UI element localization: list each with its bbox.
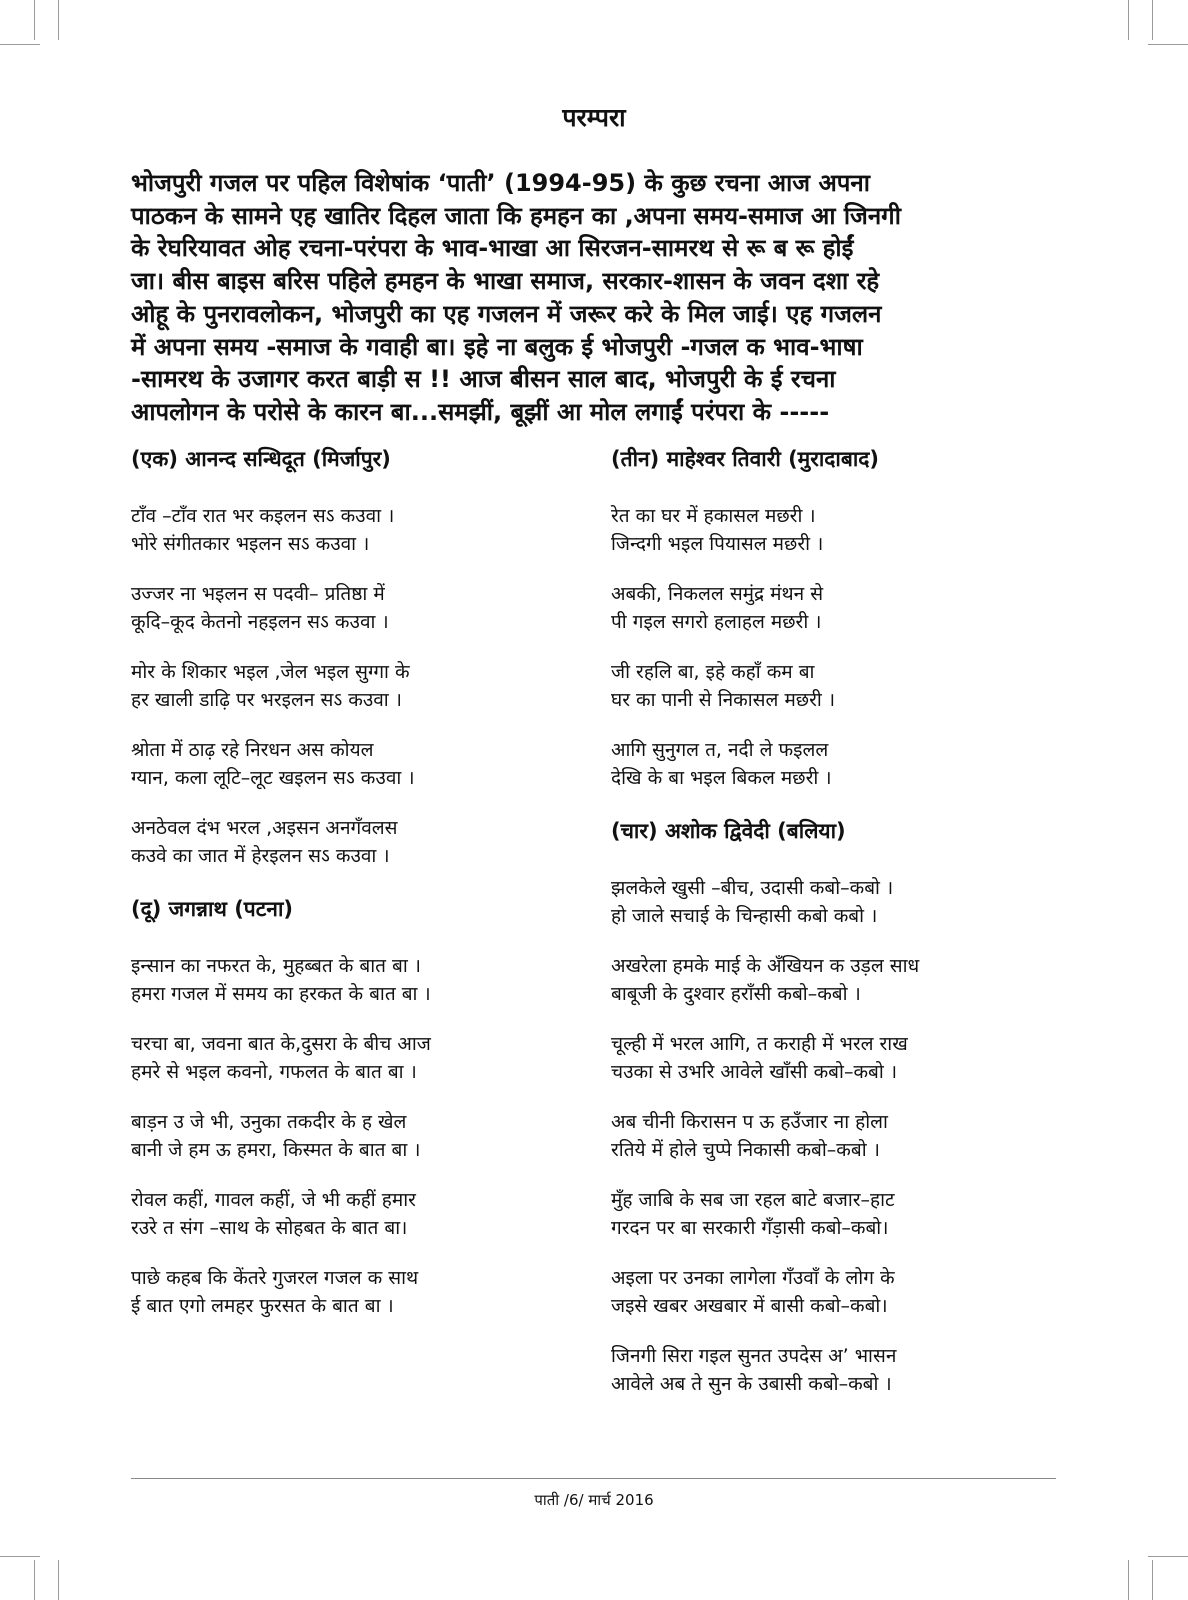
verse-line: जी रहलि बा, इहे कहाँ कम बा xyxy=(611,661,815,683)
stanza xyxy=(611,658,1051,714)
verse-line: भोरे संगीतकार भइलन सऽ कउवा । xyxy=(131,533,370,555)
verse-line: देखि के बा भइल बिकल मछरी । xyxy=(611,767,832,789)
footer-divider xyxy=(131,1478,1056,1479)
verse-line: अबकी, निकलल समुंद्र मंथन से xyxy=(611,583,824,605)
verse-line: पाछे कहब कि केंतरे गुजरल गजल क साथ xyxy=(131,1267,419,1289)
stanza xyxy=(611,502,1051,558)
stanza xyxy=(611,1108,1051,1164)
verse-line: जिनगी सिरा गइल सुनत उपदेस अ’ भासन xyxy=(611,1345,897,1367)
section-heading-4: (चार) अशोक द्विवेदी (बलिया) xyxy=(611,819,846,843)
stanza xyxy=(611,1030,1051,1086)
crop-mark xyxy=(58,0,59,40)
intro-line: जा। बीस बाइस बरिस पहिले हमहन के भाखा समाज, सरकार-शासन के जवन दशा रहे xyxy=(131,267,880,296)
crop-mark xyxy=(34,0,35,40)
intro-line: में अपना समय -समाज के गवाही बा। इहे ना बलुक ई भोजपुरी -गजल क भाव-भाषा xyxy=(131,332,863,361)
stanza xyxy=(611,874,1051,930)
verse-line: कउवे का जात में हेरइलन सऽ कउवा । xyxy=(131,845,390,867)
stanza xyxy=(131,814,571,870)
verse-line: अइला पर उनका लागेला गँउवाँ के लोग के xyxy=(611,1267,895,1289)
stanza xyxy=(131,1030,571,1086)
stanza xyxy=(611,952,1051,1008)
verse-line: हो जाले सचाई के चिन्हासी कबो कबो । xyxy=(611,905,878,927)
stanza xyxy=(611,1342,1051,1398)
crop-mark xyxy=(1148,44,1188,45)
verse-line: रउरे त संग –साथ के सोहबत के बात बा। xyxy=(131,1217,408,1239)
verse-line: गरदन पर बा सरकारी गँड़ासी कबो–कबो। xyxy=(611,1217,889,1239)
intro-line: ओहू के पुनरावलोकन, भोजपुरी का एह गजलन में जरूर करे के मिल जाई। एह गजलन xyxy=(131,299,882,328)
intro-paragraph xyxy=(131,167,1051,429)
verse-line: रेत का घर में हकासल मछरी । xyxy=(611,505,816,527)
verse-line: अनठेवल दंभ भरल ,अइसन अनगँवलस xyxy=(131,817,398,839)
verse-line: ग्यान, कला लूटि–लूट खइलन सऽ कउवा । xyxy=(131,767,415,789)
verse-line: चूल्ही में भरल आगि, त कराही में भरल राख xyxy=(611,1033,908,1055)
crop-mark xyxy=(1128,1560,1129,1600)
verse-line: बाबूजी के दुश्वार हराँसी कबो–कबो । xyxy=(611,983,861,1005)
section-heading-3: (तीन) माहेश्वर तिवारी (मुरादाबाद) xyxy=(611,447,880,471)
verse-line: जिन्दगी भइल पियासल मछरी । xyxy=(611,533,824,555)
section-heading-2: (दू) जगन्नाथ (पटना) xyxy=(131,897,294,921)
intro-line: आपलोगन के परोसे के कारन बा...समझीं, बूझीं आ मोल लगाईं परंपरा के ----- xyxy=(131,397,830,426)
verse-line: घर का पानी से निकासल मछरी । xyxy=(611,689,836,711)
page-footer: पाती /6/ मार्च 2016 xyxy=(534,1491,654,1509)
verse-line: हर खाली डाढ़ि पर भरइलन सऽ कउवा । xyxy=(131,689,402,711)
verse-line: टाँव –टाँव रात भर कइलन सऽ कउवा । xyxy=(131,505,395,527)
crop-mark xyxy=(1128,0,1129,40)
verse-line: कूदि–कूद केतनो नहइलन सऽ कउवा । xyxy=(131,611,389,633)
stanza xyxy=(131,502,571,558)
stanza xyxy=(131,580,571,636)
stanza xyxy=(131,952,571,1008)
stanza xyxy=(611,1186,1051,1242)
verse-line: हमरा गजल में समय का हरकत के बात बा । xyxy=(131,983,431,1005)
verse-line: बानी जे हम ऊ हमरा, किस्मत के बात बा । xyxy=(131,1139,421,1161)
crop-mark xyxy=(34,1560,35,1600)
verse-line: हमरे से भइल कवनो, गफलत के बात बा । xyxy=(131,1061,417,1083)
stanza xyxy=(611,736,1051,792)
verse-line: चरचा बा, जवना बात के,दुसरा के बीच आज xyxy=(131,1033,431,1055)
crop-mark xyxy=(0,44,40,45)
page-title: परम्परा xyxy=(562,103,626,132)
intro-line: के रेघरियावत ओह रचना-परंपरा के भाव-भाखा आ सिरजन-सामरथ से रू ब रू होईं xyxy=(131,234,854,263)
stanza xyxy=(131,736,571,792)
verse-line: जइसे खबर अखबार में बासी कबो–कबो। xyxy=(611,1295,888,1317)
stanza xyxy=(131,1186,571,1242)
verse-line: इन्सान का नफरत के, मुहब्बत के बात बा । xyxy=(131,955,421,977)
section-heading-1: (एक) आनन्द सन्धिदूत (मिर्जापुर) xyxy=(131,447,391,471)
verse-line: पी गइल सगरो हलाहल मछरी । xyxy=(611,611,822,633)
verse-line: उज्जर ना भइलन स पदवी– प्रतिष्ठा में xyxy=(131,583,385,605)
intro-line: भोजपुरी गजल पर पहिल विशेषांक ‘पाती’ (1994-95) के कुछ रचना आज अपना xyxy=(131,169,870,197)
intro-line: पाठकन के सामने एह खातिर दिहल जाता कि हमहन का ,अपना समय-समाज आ जिनगी xyxy=(131,201,901,230)
crop-mark xyxy=(1152,0,1153,40)
verse-line: आवेले अब ते सुन के उबासी कबो–कबो । xyxy=(611,1373,892,1395)
crop-mark xyxy=(1152,1560,1153,1600)
right-column xyxy=(611,444,1051,1398)
verse-line: चउका से उभरि आवेले खाँसी कबो–कबो । xyxy=(611,1061,898,1083)
crop-mark xyxy=(1148,1556,1188,1557)
verse-line: ई बात एगो लमहर फुरसत के बात बा । xyxy=(131,1295,394,1317)
verse-line: मोर के शिकार भइल ,जेल भइल सुग्गा के xyxy=(131,661,410,683)
stanza xyxy=(611,580,1051,636)
stanza xyxy=(131,1108,571,1164)
stanza xyxy=(131,658,571,714)
intro-line: -सामरथ के उजागर करत बाड़ी स !! आज बीसन साल बाद, भोजपुरी के ई रचना xyxy=(131,365,836,394)
crop-mark xyxy=(58,1560,59,1600)
verse-line: श्रोता में ठाढ़ रहे निरधन अस कोयल xyxy=(131,739,374,761)
verse-line: अब चीनी किरासन प ऊ हउँजार ना होला xyxy=(611,1111,888,1133)
verse-line: रतिये में होले चुप्पे निकासी कबो–कबो । xyxy=(611,1139,880,1161)
verse-line: बाड़न उ जे भी, उनुका तकदीर के ह खेल xyxy=(131,1111,407,1133)
stanza xyxy=(131,1264,571,1320)
verse-line: अखरेला हमके माई के अँखियन क उड़ल साध xyxy=(611,955,920,977)
left-column xyxy=(131,444,571,1320)
verse-line: आगि सुनुगल त, नदी ले फइलल xyxy=(611,739,829,761)
verse-line: रोवल कहीं, गावल कहीं, जे भी कहीं हमार xyxy=(131,1189,416,1211)
verse-line: झलकेले खुसी –बीच, उदासी कबो–कबो । xyxy=(611,877,894,899)
stanza xyxy=(611,1264,1051,1320)
crop-mark xyxy=(0,1556,40,1557)
verse-line: मुँह जाबि के सब जा रहल बाटे बजार–हाट xyxy=(611,1189,895,1211)
